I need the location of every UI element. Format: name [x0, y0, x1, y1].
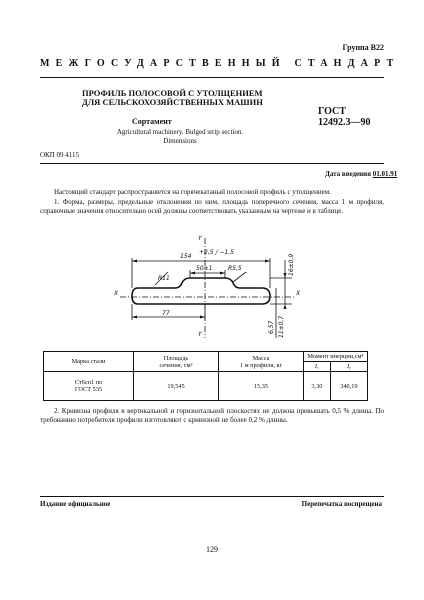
cell-area: 19,545 [134, 372, 219, 401]
header-mass-line-2: 1 м профиля, кг [239, 361, 283, 369]
cell-steel-grade [44, 372, 134, 401]
header-steel-grade: Марка стали [44, 352, 134, 372]
gost-code: 12492.3—90 [318, 117, 371, 128]
english-title-line-2: Dimensions [163, 136, 197, 145]
standard-banner: МЕЖГОСУДАРСТВЕННЫЙ СТАНДАРТ [40, 58, 400, 69]
page-number: 129 [206, 545, 218, 554]
header-area-line-1: Площадь [163, 354, 189, 362]
header-area-line-2: сечения, см² [159, 361, 193, 369]
cell-steel-line-1: Ст6сп1 по [74, 379, 103, 386]
arrow-width-left [132, 260, 137, 263]
dim-width-tolerance: +2,5 / −1,5 [199, 249, 234, 256]
arrow-height-bottom [284, 304, 287, 309]
header-iy: Iᵧ [330, 362, 367, 372]
header-ix: Iₓ [304, 362, 331, 372]
footer-reprint-prohibited: Перепечатка воспрещена [301, 500, 382, 508]
dim-h2-label: 11±0,7 [278, 315, 285, 338]
arrow-width-right [265, 260, 270, 263]
document-title [82, 89, 302, 107]
arrow-bulge-right [220, 272, 225, 275]
dim-h3-label: 6,57 [268, 320, 275, 334]
axis-y-bottom-label: Y [198, 331, 202, 338]
properties-table [43, 351, 368, 401]
title-line-1: ПРОФИЛЬ ПОЛОСОВОЙ С УТОЛЩЕНИЕМ [82, 88, 263, 98]
header-rule [40, 163, 384, 164]
dim-r11-label: R11 [158, 275, 170, 282]
axis-x-left-label: X [114, 290, 119, 297]
header-mass-line-1: Масса [252, 354, 270, 362]
introduction-date [325, 170, 397, 178]
cell-ix: 3,30 [304, 372, 331, 401]
header-inertia: Момент инерции,см⁴ [304, 352, 368, 362]
introduction-date-value: 01.01.91 [372, 170, 398, 178]
paragraph-1: 1. Форма, размеры, предельные отклонения по ним, площадь поперечного сечения, масса 1 м профиля, справочные значения относительно осей должны соответствовать указанным на чертеже и в таблице. [40, 198, 384, 215]
title-line-2: ДЛЯ СЕЛЬСКОХОЗЯЙСТВЕННЫХ МАШИН [82, 97, 263, 107]
arrow-bulge-left [190, 272, 195, 275]
cell-steel-line-2: ГОСТ 535 [74, 386, 103, 393]
english-title [100, 128, 260, 145]
dim-bulge-label: 50±1 [196, 265, 213, 272]
dim-77-label: 77 [162, 310, 170, 317]
group-code: Группа В22 [342, 43, 384, 52]
okp-code: ОКП 09 4115 [40, 151, 80, 159]
axis-y-top-label: Y [198, 235, 202, 242]
axis-x-right-label: X [296, 290, 301, 297]
paragraph-scope: Настоящий стандарт распространяется на горячекатаный полосовой профиль с утолщением. [54, 188, 331, 196]
paragraph-2: 2. Кривизна профиля в вертикальной и горизонтальной плоскостях не должна превышать 0,5 % длины. По требованию потребителя профили изготовляют с кривизной не более 0,2 % длины. [40, 407, 384, 424]
document-subtitle: Сортамент [132, 117, 172, 126]
dim-r55-label: R5,5 [228, 265, 242, 272]
dim-h1-label: 16±0,9 [288, 253, 295, 276]
cell-mass: 15,35 [219, 372, 304, 401]
gost-number [318, 106, 380, 128]
table-row [44, 372, 368, 401]
table-header-row [44, 352, 368, 362]
introduction-date-label: Дата введения [325, 170, 371, 178]
footer-rule [40, 496, 384, 497]
profile-outline [132, 278, 270, 304]
header-area [134, 352, 219, 372]
arrow-77-right [200, 316, 205, 319]
leader-r55 [233, 272, 246, 282]
arrow-height-top [284, 273, 287, 278]
cell-iy: 340,19 [330, 372, 367, 401]
footer-official-edition: Издание официальное [40, 500, 111, 508]
profile-drawing [0, 230, 424, 348]
dim-width-label: 154 [180, 253, 192, 260]
english-title-line-1: Agricultural machinery. Bulged strip section. [116, 128, 244, 136]
header-mass [219, 352, 304, 372]
gost-label: ГОСТ [318, 106, 346, 117]
arrow-77-left [132, 316, 137, 319]
banner-rule [40, 77, 384, 78]
